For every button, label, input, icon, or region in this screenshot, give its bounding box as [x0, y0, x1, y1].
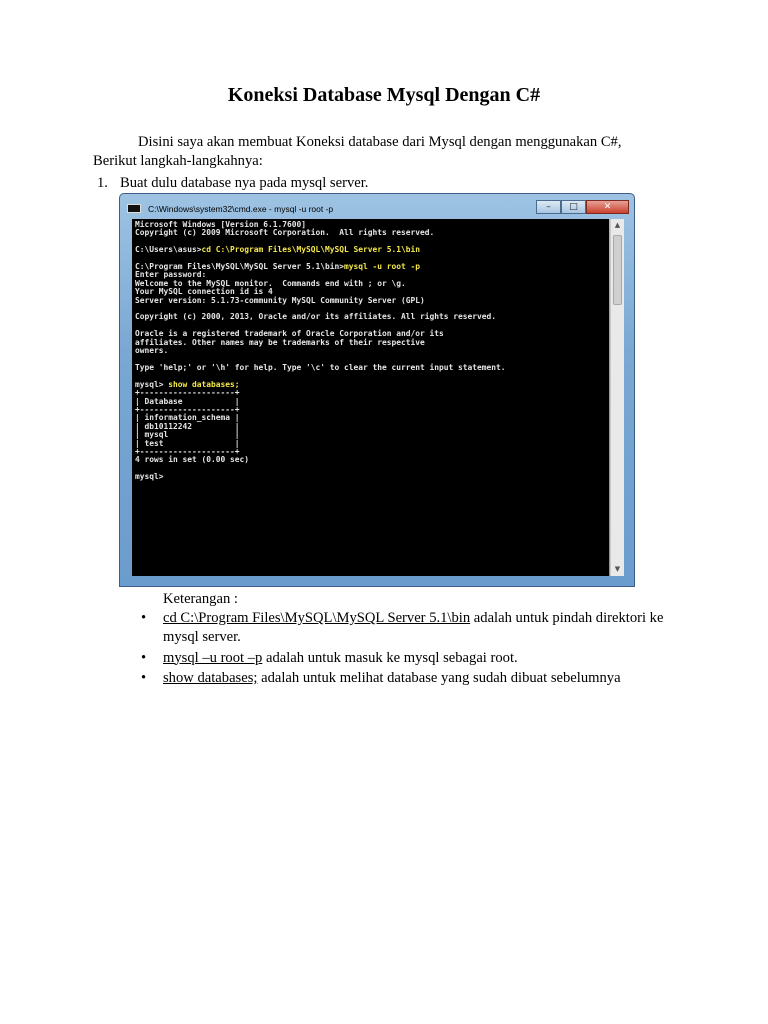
scroll-up-icon[interactable]: ▲	[614, 221, 621, 229]
console-line	[135, 245, 420, 254]
console-line: mysql>	[135, 472, 164, 482]
vertical-scrollbar[interactable]	[610, 219, 624, 576]
console-line: | Database |	[135, 396, 240, 406]
bullet-icon: •	[141, 649, 147, 666]
console-line: | test |	[135, 438, 240, 448]
console-line: Copyright (c) 2000, 2013, Oracle and/or its affiliates. All rights reserved.	[135, 312, 497, 322]
step-text: Buat dulu database nya pada mysql server.	[120, 175, 369, 191]
maximize-button[interactable]: □	[561, 200, 586, 214]
console-line: Copyright (c) 2009 Microsoft Corporation. All rights reserved.	[135, 228, 435, 238]
command-description: adalah untuk pindah direktori ke mysql server.	[163, 610, 664, 645]
step-item-1	[97, 174, 368, 193]
bullet-icon: •	[141, 610, 147, 626]
bullet-icon: •	[141, 670, 147, 686]
console-command: cd C:\Program Files\MySQL\MySQL Server 5.1\bin	[201, 245, 421, 255]
intro-line-1: Disini saya akan membuat Koneksi database dari Mysql dengan menggunakan C#,	[138, 134, 622, 150]
console-output[interactable]	[132, 219, 609, 576]
intro-paragraph	[93, 133, 673, 171]
console-line: +--------------------+	[135, 446, 240, 456]
minimize-button[interactable]: –	[536, 200, 561, 214]
intro-line-2: Berikut langkah-langkahnya:	[93, 153, 263, 169]
console-line: Enter password:	[135, 270, 207, 280]
page-title: Koneksi Database Mysql Dengan C#	[227, 84, 541, 106]
step-number: 1.	[97, 175, 108, 191]
scroll-down-icon[interactable]: ▼	[614, 565, 621, 573]
console-line: Microsoft Windows [Version 6.1.7600]	[135, 220, 307, 229]
console-command: show databases;	[168, 379, 240, 389]
scroll-thumb[interactable]	[613, 235, 622, 305]
console-prompt: C:\Program Files\MySQL\MySQL Server 5.1\bin>	[135, 262, 345, 272]
console-prompt: mysql>	[135, 379, 169, 389]
console-line: Type 'help;' or '\h' for help. Type '\c' to clear the current input statement.	[135, 362, 506, 372]
console-line: 4 rows in set (0.00 sec)	[135, 455, 250, 465]
console-line: Your MySQL connection id is 4	[135, 287, 273, 297]
console-line: | db10112242 |	[135, 421, 240, 431]
console-line: +--------------------+	[135, 388, 240, 398]
command-description: adalah untuk melihat database yang sudah dibuat sebelumnya	[257, 670, 621, 686]
window-title: C:\Windows\system32\cmd.exe - mysql -u root -p	[148, 204, 334, 214]
command-text: mysql –u root –p	[163, 649, 263, 666]
console-text	[132, 219, 609, 482]
console-line: Welcome to the MySQL monitor. Commands end with ; or \g.	[135, 278, 406, 288]
keterangan-label: Keterangan :	[163, 591, 238, 607]
list-item	[127, 649, 687, 668]
console-line: Server version: 5.1.73-community MySQL Community Server (GPL)	[135, 295, 425, 305]
cmd-icon	[127, 204, 141, 213]
window-titlebar[interactable]	[120, 194, 634, 216]
list-item	[127, 669, 687, 688]
command-text: cd C:\Program Files\MySQL\MySQL Server 5.1\bin	[163, 610, 471, 626]
window-controls	[536, 200, 629, 214]
console-line: | mysql |	[135, 430, 240, 440]
command-description: adalah untuk masuk ke mysql sebagai root.	[262, 649, 518, 666]
command-text: show databases;	[163, 670, 258, 686]
console-line: Oracle is a registered trademark of Oracle Corporation and/or its	[135, 329, 444, 339]
console-prompt: C:\Users\asus>	[135, 245, 202, 255]
close-button[interactable]: ✕	[586, 200, 629, 214]
console-line: | information_schema |	[135, 413, 240, 423]
console-line: owners.	[135, 346, 169, 356]
console-command: mysql -u root -p	[344, 262, 421, 272]
cmd-window	[119, 193, 635, 587]
keterangan-list	[127, 609, 687, 690]
console-line: +--------------------+	[135, 404, 240, 414]
console-line: affiliates. Other names may be trademarks of their respective	[135, 337, 425, 347]
list-item	[127, 609, 687, 647]
